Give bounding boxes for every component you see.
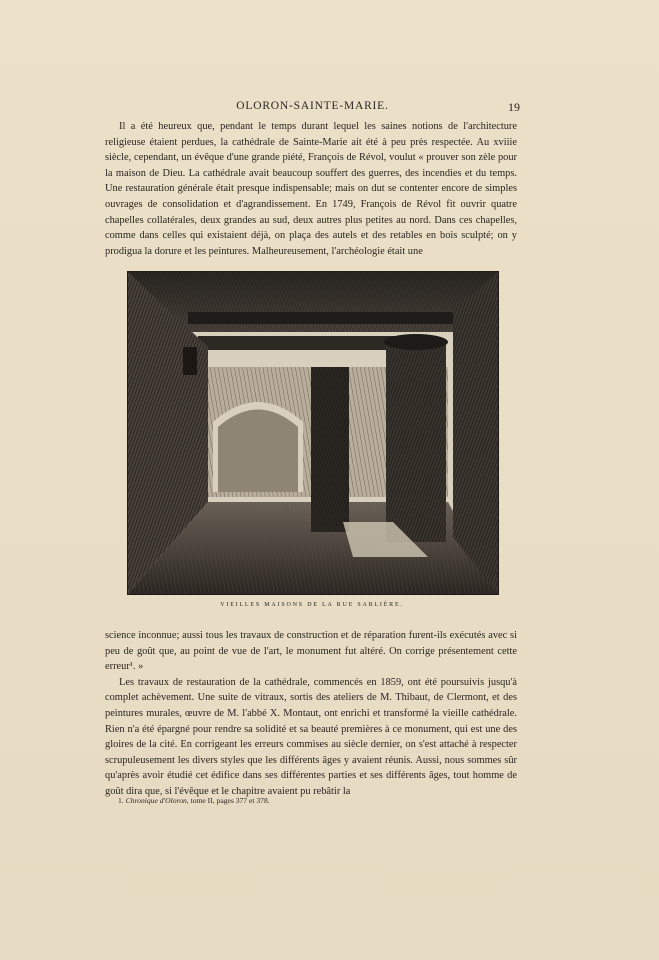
footnote	[118, 796, 528, 805]
footnote-text: tome II, pages 377 et 378.	[188, 796, 270, 805]
page-number: 19	[508, 100, 520, 114]
text-block-bottom	[105, 628, 517, 800]
footnote-number: 1.	[118, 796, 124, 805]
paragraph: Il a été heureux que, pendant le temps durant lequel les saines notions de l'architecture religieuse étaient perdues, la cathédrale de Sainte-Marie ait été à peu près respectée. Au xviiie siècle, cependant, un évêque d'une grande piété, François de Révol, voulut « prouver son zèle pour la maison de Dieu. La cathédrale avait beaucoup souffert des guerres, des incendies et du temps. Une restauration générale était presque indispensable; mais on dut se contenter encore de simples ouvrages de consolidation et d'agrandissement. En 1749, François de Révol fit ouvrir quatre chapelles collatérales, deux grandes au sud, deux autres plus petites au nord. Dans ces chapelles, comme dans celles qui existaient déjà, on plaça des autels et des retables en bois sculpté; on y prodigua la dorure et les peintures. Malheureusement, l'archéologie était une	[105, 121, 517, 257]
page-header	[105, 100, 520, 116]
footnote-title: Chronique d'Oloron,	[125, 796, 189, 805]
engraving-illustration	[127, 271, 499, 595]
text-block-top	[105, 119, 517, 259]
running-title: OLORON-SAINTE-MARIE.	[236, 100, 389, 112]
paragraph: science inconnue; aussi tous les travaux de construction et de réparation furent-ils exécutés avec si peu de goût que, au point de vue de l'art, le monument fut altéré. On corrige présentement cette erreur¹. »	[105, 630, 517, 673]
paragraph: Les travaux de restauration de la cathédrale, commencés en 1859, ont été poursuivis jusqu'à complet achèvement. Une suite de vitraux, sortis des ateliers de M. Thibaut, de Clermont, et des peintures murales, œuvre de M. l'abbé X. Montaut, ont enrichi et transformé la vieille cathédrale. Rien n'a été épargné pour rendre sa solidité et sa beauté premières à ce monument, qui est une des gloires de la cité. En corrigeant les erreurs commises au siècle dernier, on s'est attaché à respecter scrupuleusement les divers styles que les différents âges y avaient réunis. Aussi, nous sommes sûr qu'après avoir étudié cet édifice dans ses différentes parties et ses différents âges, tout homme de goût dira que, si l'évêque et le chapitre avaient pu rebâtir la	[105, 676, 517, 797]
figure-caption: VIEILLES MAISONS DE LA RUE SABLIÈRE.	[220, 602, 404, 608]
